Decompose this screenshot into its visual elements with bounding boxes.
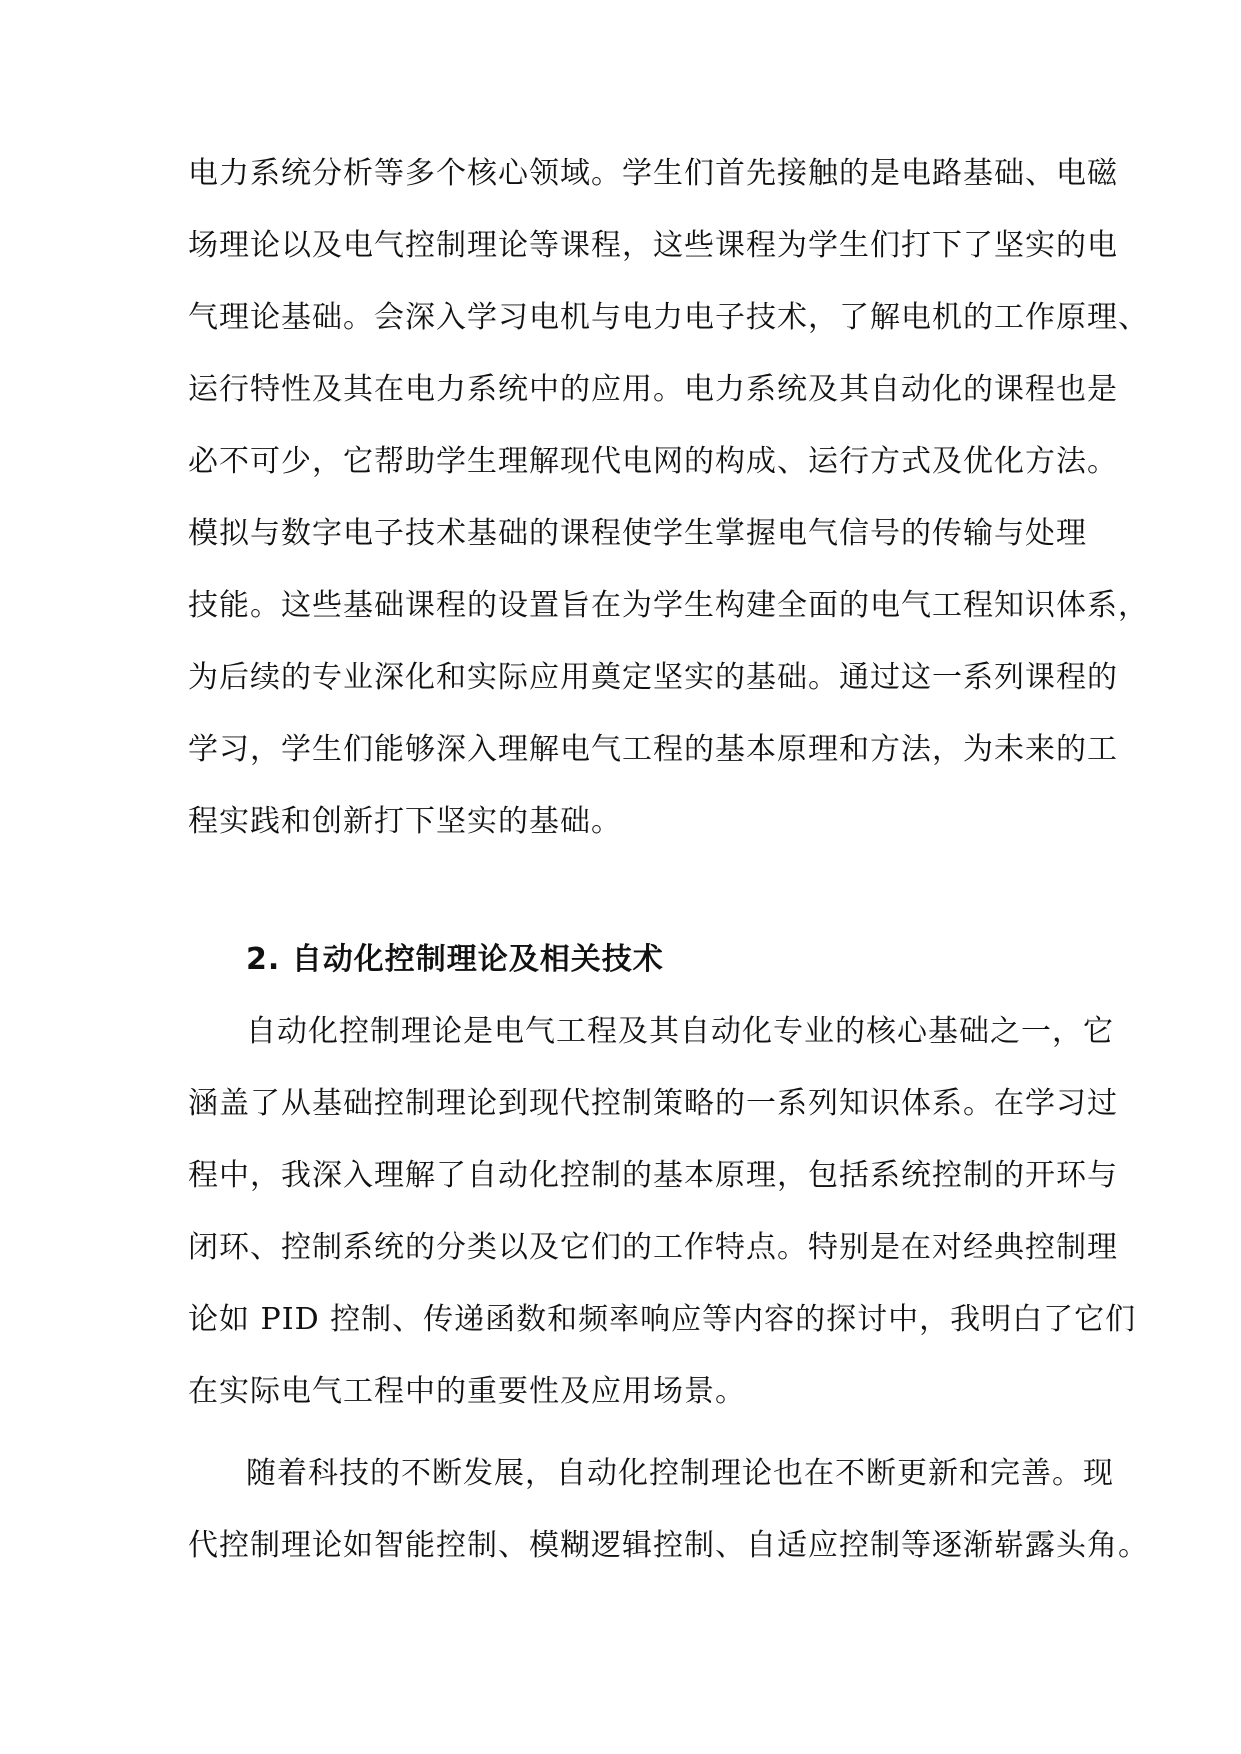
paragraph-line: 模拟与数字电子技术基础的课程使学生掌握电气信号的传输与处理 xyxy=(188,516,1087,551)
paragraph-line: 为后续的专业深化和实际应用奠定坚实的基础。通过这一系列课程的 xyxy=(188,660,1118,695)
paragraph-line: 场理论以及电气控制理论等课程，这些课程为学生们打下了坚实的电 xyxy=(188,228,1118,263)
paragraph-line: 电力系统分析等多个核心领域。学生们首先接触的是电路基础、电磁 xyxy=(188,156,1118,191)
paragraph-line: 运行特性及其在电力系统中的应用。电力系统及其自动化的课程也是 xyxy=(188,372,1118,407)
paragraph-line: 气理论基础。会深入学习电机与电力电子技术，了解电机的工作原理、 xyxy=(188,300,1149,335)
paragraph-line: 论如 PID 控制、传递函数和频率响应等内容的探讨中，我明白了它们 xyxy=(188,1302,1137,1337)
paragraph-line: 程实践和创新打下坚实的基础。 xyxy=(188,804,622,839)
paragraph-line: 技能。这些基础课程的设置旨在为学生构建全面的电气工程知识体系， xyxy=(188,588,1149,623)
paragraph-line: 闭环、控制系统的分类以及它们的工作特点。特别是在对经典控制理 xyxy=(188,1230,1118,1265)
paragraph-line: 涵盖了从基础控制理论到现代控制策略的一系列知识体系。在学习过 xyxy=(188,1086,1118,1121)
paragraph-line: 学习，学生们能够深入理解电气工程的基本原理和方法，为未来的工 xyxy=(188,732,1118,767)
paragraph-line: 在实际电气工程中的重要性及应用场景。 xyxy=(188,1374,746,1409)
paragraph-line: 随着科技的不断发展，自动化控制理论也在不断更新和完善。现 xyxy=(246,1456,1114,1491)
paragraph-line: 必不可少，它帮助学生理解现代电网的构成、运行方式及优化方法。 xyxy=(188,444,1118,479)
paragraph-line: 自动化控制理论是电气工程及其自动化专业的核心基础之一，它 xyxy=(246,1014,1114,1049)
paragraph-line: 程中，我深入理解了自动化控制的基本原理，包括系统控制的开环与 xyxy=(188,1158,1118,1193)
paragraph-line: 代控制理论如智能控制、模糊逻辑控制、自适应控制等逐渐崭露头角。 xyxy=(188,1528,1149,1563)
section-heading: 2. 自动化控制理论及相关技术 xyxy=(246,942,664,977)
